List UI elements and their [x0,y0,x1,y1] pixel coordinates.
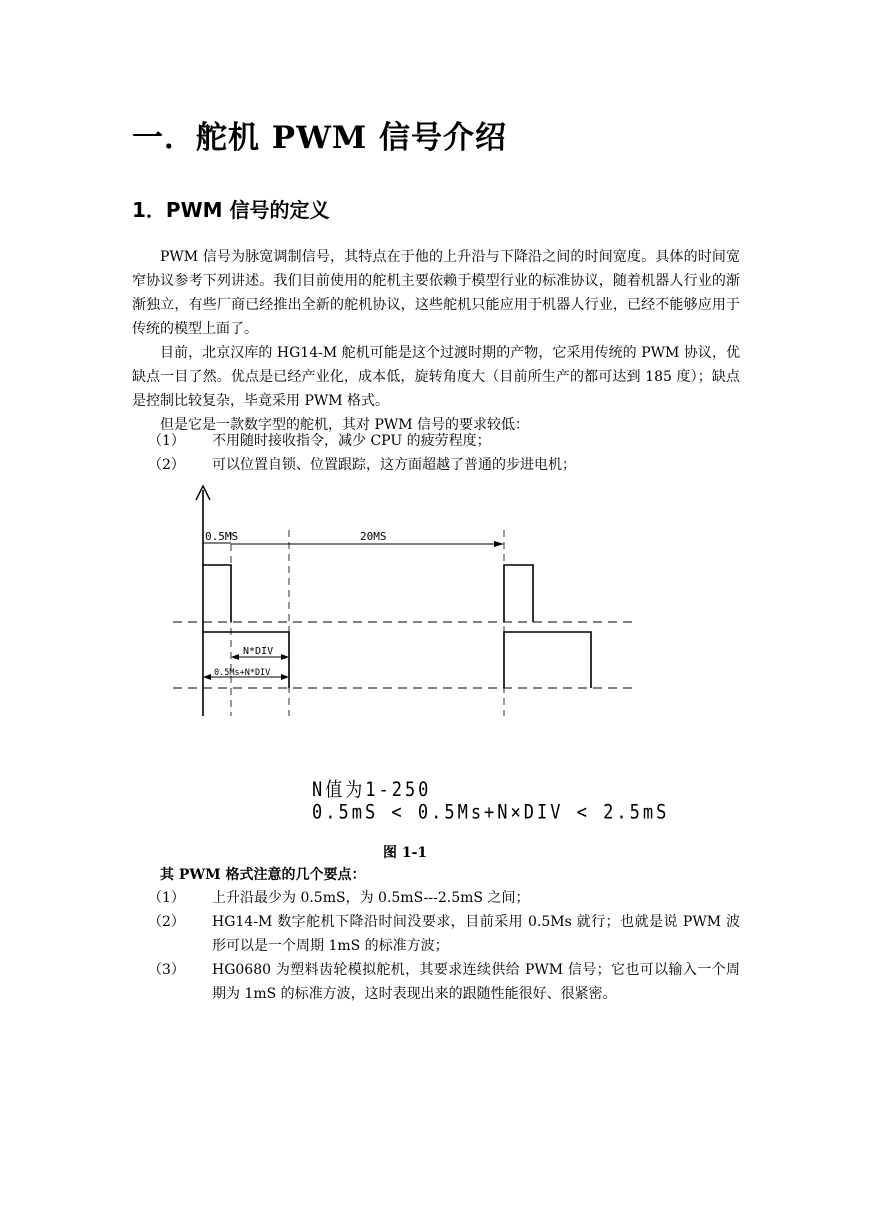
pulse-width-label: 0.5MS [205,530,239,543]
section-heading: 一．舵机 PWM 信号介绍 [132,120,508,156]
bottom-pulse [504,632,591,688]
list-item-number: （1） [148,433,185,449]
ndiv-dimension [231,646,289,660]
formula-inequality: 0.5mS < 0.5Ms+N×DIV < 2.5mS [312,801,670,824]
list-item-text: 上升沿最少为 0.5mS，为 0.5mS---2.5mS 之间； [212,890,530,906]
list-item-text: 可以位置自锁、位置跟踪，这方面超越了普通的步进电机； [212,457,576,473]
list-item [148,958,740,1006]
pulse-width-dimension [203,530,238,543]
list-item-text: 不用随时接收指令，减少 CPU 的疲劳程度； [212,433,491,449]
list-item-text: HG0680 为塑料齿轮模拟舵机，其要求连续供给 PWM 信号；它也可以输入一个周期为 1mS 的标准方波，这时表现出来的跟随性能很好、很紧密。 [212,962,740,1002]
top-pulse [504,565,533,622]
list-item-text: HG14-M 数字舵机下降沿时间没要求，目前采用 0.5Ms 就行；也就是说 PWM 波形可以是一个周期 1mS 的标准方波； [212,914,740,954]
subsection-heading: 1．PWM 信号的定义 [132,198,330,222]
total-width-label: 0.5Ms+N*DIV [214,668,271,678]
formula-range: N值为1-250 [312,778,432,802]
top-pulse [203,565,231,622]
figure-caption: 图 1-1 [383,845,428,861]
list-item-number: （2） [148,457,185,473]
bottom-pulse [203,632,289,688]
list-item-number: （2） [148,914,185,930]
list-item-number: （3） [148,962,185,978]
ndiv-label: N*DIV [243,646,274,657]
notes-title: 其 PWM 格式注意的几个要点： [160,867,366,883]
list-item-number: （1） [148,890,185,906]
total-width-dimension [203,668,289,680]
period-dimension [231,530,504,547]
paragraph: 但是它是一款数字型的舵机，其对 PWM 信号的要求较低： [160,417,530,433]
period-label: 20MS [360,530,387,543]
vertical-axis [196,486,210,716]
paragraph: PWM 信号为脉宽调制信号，其特点在于他的上升沿与下降沿之间的时间宽度。具体的时间宽窄协议参考下列讲述。我们目前使用的舵机主要依赖于模型行业的标准协议，随着机器人行业的渐渐独立，有些厂商已经推出全新的舵机协议，这些舵机只能应用于机器人行业，已经不能够应用于传统的模型上面了。 [132,249,740,337]
list-item [148,910,740,958]
paragraph: 目前，北京汉库的 HG14-M 舵机可能是这个过渡时期的产物，它采用传统的 PWM 协议，优缺点一目了然。优点是已经产业化，成本低，旋转角度大（目前所生产的都可达到 185 度）；缺点是控制比较复杂，毕竟采用 PWM 格式。 [132,345,740,409]
